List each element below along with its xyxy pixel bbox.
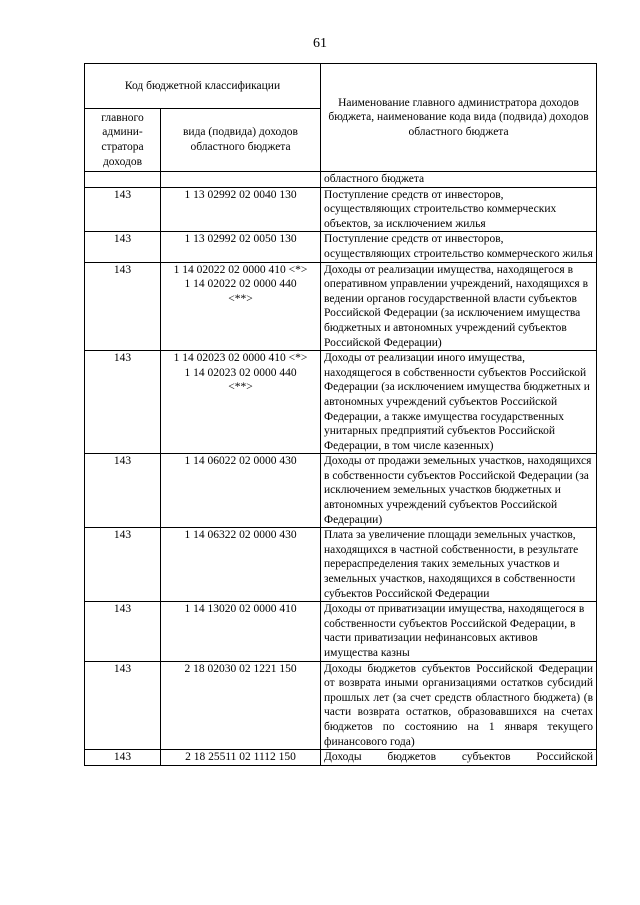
- header-group-title: Код бюджетной классификации: [85, 64, 321, 109]
- page-number: 61: [313, 36, 327, 51]
- code-line: 2 18 02030 02 1221 150: [184, 662, 297, 675]
- table-row: [85, 750, 597, 766]
- continuation-row: [85, 172, 597, 188]
- code-cell: [161, 187, 321, 232]
- code-cell: [161, 454, 321, 528]
- admin-cell: [85, 172, 161, 188]
- table-row: [85, 262, 597, 351]
- table-row: [85, 528, 597, 602]
- table-row: [85, 351, 597, 454]
- description-cell: областного бюджета: [321, 172, 597, 188]
- admin-cell: 143: [85, 750, 161, 766]
- code-line: <**>: [228, 381, 253, 394]
- table-row: [85, 661, 597, 750]
- header-admin-column: главного админи-стратора доходов: [85, 109, 161, 172]
- admin-cell: 143: [85, 351, 161, 454]
- code-line: 1 14 13020 02 0000 410: [184, 603, 297, 616]
- code-cell: [161, 528, 321, 602]
- code-line: 1 14 02023 02 0000 410 <*>: [173, 352, 308, 365]
- description-cell: Плата за увеличение площади земельных участков, находящихся в частной собственности, в результате перераспределения таких земельных участков и земельных участков, находящихся в собственности субъектов Российской Федерации: [321, 528, 597, 602]
- budget-classification-table: [84, 63, 597, 766]
- admin-cell: 143: [85, 232, 161, 262]
- code-line: 1 13 02992 02 0040 130: [184, 188, 297, 201]
- code-cell: [161, 661, 321, 750]
- admin-cell: 143: [85, 262, 161, 351]
- admin-cell: 143: [85, 454, 161, 528]
- description-cell: Доходы от продажи земельных участков, находящихся в собственности субъектов Российской Федерации (за исключением земельных участков бюджетных и автономных учреждений субъектов Российской Федерации): [321, 454, 597, 528]
- description-cell: Доходы от реализации имущества, находящегося в оперативном управлении учреждений, находящихся в ведении органов государственной власти субъектов Российской Федерации (за исключением имущества бюджетных и автономных учреждений субъектов Российской Федерации): [321, 262, 597, 351]
- description-cell: Доходы от приватизации имущества, находящегося в собственности субъектов Российской Федерации, в части приватизации нефинансовых активов имущества казны: [321, 602, 597, 661]
- description-cell: Доходы бюджетов субъектов Российской Федерации от возврата иными организациями остатков субсидий прошлых лет (за счет средств областного бюджета) (в части возврата остатков, образовавшихся на счетах бюджетов по состоянию на 1 января текущего финансового года): [321, 661, 597, 750]
- description-cell: Доходы от реализации иного имущества, находящегося в собственности субъектов Российской Федерации (за исключением имущества бюджетных и автономных учреждений субъектов Российской Федерации, а также имущества государственных унитарных предприятий субъектов Российской Федерации, в том числе казенных): [321, 351, 597, 454]
- code-cell: [161, 262, 321, 351]
- admin-cell: 143: [85, 528, 161, 602]
- code-cell: [161, 172, 321, 188]
- code-line: 1 14 02022 02 0000 440: [184, 278, 297, 291]
- admin-cell: 143: [85, 602, 161, 661]
- code-line: <**>: [228, 292, 253, 305]
- table-row: [85, 602, 597, 661]
- code-line: 1 13 02992 02 0050 130: [184, 233, 297, 246]
- admin-cell: 143: [85, 187, 161, 232]
- code-line: 2 18 25511 02 1112 150: [185, 751, 296, 764]
- code-line: 1 14 02023 02 0000 440: [184, 366, 297, 379]
- header-code-column: вида (подвида) доходов областного бюджета: [161, 109, 321, 172]
- code-cell: [161, 232, 321, 262]
- code-line: 1 14 06022 02 0000 430: [184, 455, 297, 468]
- code-line: 1 14 02022 02 0000 410 <*>: [173, 263, 308, 276]
- description-cell: Поступление средств от инвесторов, осуществляющих строительство коммерческого жилья: [321, 232, 597, 262]
- table-row: [85, 232, 597, 262]
- description-cell: Доходы бюджетов субъектов Российской: [321, 750, 597, 766]
- code-cell: [161, 351, 321, 454]
- code-cell: [161, 750, 321, 766]
- admin-cell: 143: [85, 661, 161, 750]
- table-row: [85, 187, 597, 232]
- table-row: [85, 454, 597, 528]
- description-cell: Поступление средств от инвесторов, осуществляющих строительство коммерческих объектов, за исключением жилья: [321, 187, 597, 232]
- header-name-column: Наименование главного администратора доходов бюджета, наименование кода вида (подвида) доходов областного бюджета: [321, 64, 597, 172]
- code-cell: [161, 602, 321, 661]
- code-line: 1 14 06322 02 0000 430: [184, 529, 297, 542]
